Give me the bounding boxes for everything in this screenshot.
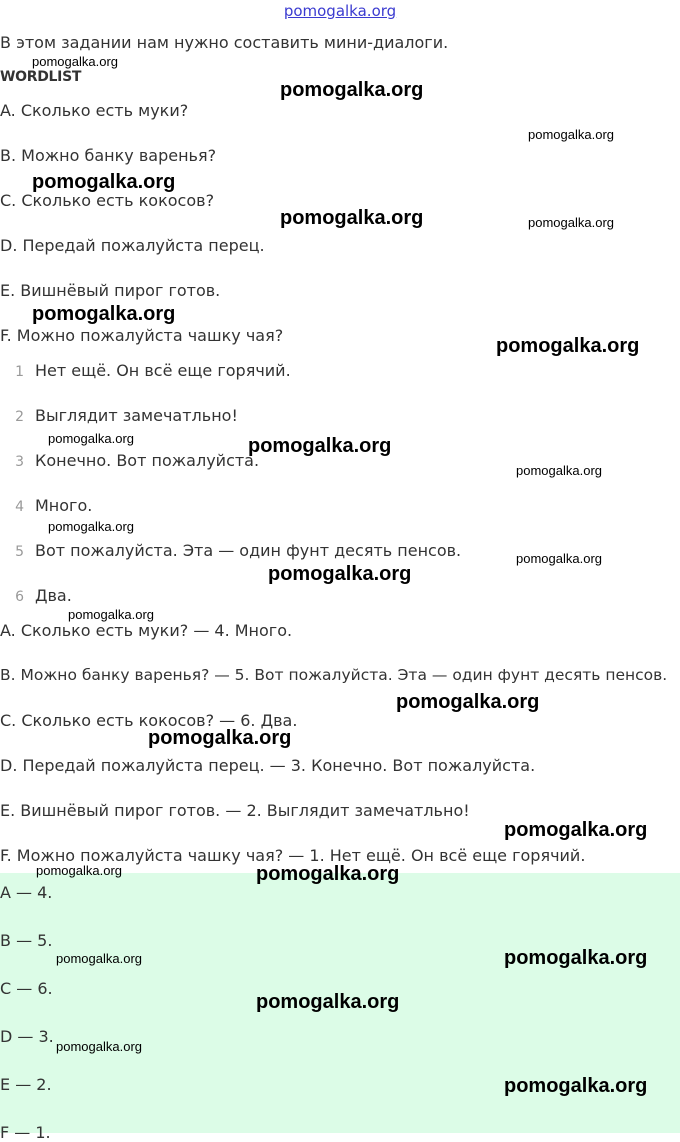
watermark: pomogalka.org: [32, 54, 118, 69]
watermark: pomogalka.org: [516, 551, 602, 566]
response-item: [0, 361, 291, 380]
response-item: [0, 586, 72, 605]
wordlist-heading: WORDLIST: [0, 69, 82, 85]
response-text: Конечно. Вот пожалуйста.: [35, 451, 260, 470]
watermark: pomogalka.org: [280, 207, 424, 229]
question-f: F. Можно пожалуйста чашку чая?: [0, 326, 284, 345]
response-item: [0, 406, 238, 425]
question-e: E. Вишнёвый пирог готов.: [0, 281, 221, 300]
watermark: pomogalka.org: [528, 127, 614, 142]
dialogue-f: F. Можно пожалуйста чашку чая? — 1. Нет ещё. Он всё еще горячий.: [0, 846, 586, 865]
dialogue-d: D. Передай пожалуйста перец. — 3. Конечно. Вот пожалуйста.: [0, 756, 536, 775]
watermark: pomogalka.org: [504, 947, 648, 969]
dialogue-c: C. Сколько есть кокосов? — 6. Два.: [0, 711, 298, 730]
answer-pair: C — 6.: [0, 979, 53, 998]
response-item: [0, 496, 92, 515]
watermark: pomogalka.org: [32, 303, 176, 325]
answer-pair: B — 5.: [0, 931, 53, 950]
response-text: Нет ещё. Он всё еще горячий.: [35, 361, 291, 380]
response-number: 6: [15, 589, 24, 605]
site-link[interactable]: pomogalka.org: [283, 2, 397, 20]
question-a: A. Сколько есть муки?: [0, 101, 189, 120]
watermark: pomogalka.org: [32, 171, 176, 193]
intro-text: В этом задании нам нужно составить мини-диалоги.: [0, 33, 449, 52]
question-d: D. Передай пожалуйста перец.: [0, 236, 265, 255]
watermark: pomogalka.org: [56, 951, 142, 966]
response-text: Выглядит замечатльно!: [35, 406, 238, 425]
response-number: 3: [15, 454, 24, 470]
watermark: pomogalka.org: [504, 819, 648, 841]
answer-pair: D — 3.: [0, 1027, 54, 1046]
watermark: pomogalka.org: [528, 215, 614, 230]
answer-pair: E — 2.: [0, 1075, 52, 1094]
response-number: 5: [15, 544, 24, 560]
response-number: 4: [15, 499, 24, 515]
response-text: Два.: [35, 586, 72, 605]
response-item: [0, 451, 259, 470]
watermark: pomogalka.org: [504, 1075, 648, 1097]
watermark: pomogalka.org: [496, 335, 640, 357]
response-text: Много.: [35, 496, 93, 515]
watermark: pomogalka.org: [56, 1039, 142, 1054]
watermark: pomogalka.org: [256, 991, 400, 1013]
question-b: B. Можно банку варенья?: [0, 146, 217, 165]
watermark: pomogalka.org: [248, 435, 392, 457]
watermark: pomogalka.org: [48, 519, 134, 534]
watermark: pomogalka.org: [516, 463, 602, 478]
watermark: pomogalka.org: [36, 863, 122, 878]
watermark: pomogalka.org: [48, 431, 134, 446]
dialogue-a: A. Сколько есть муки? — 4. Много.: [0, 621, 293, 640]
watermark: pomogalka.org: [68, 607, 154, 622]
response-number: 1: [15, 364, 24, 380]
watermark: pomogalka.org: [280, 79, 424, 101]
dialogue-e: E. Вишнёвый пирог готов. — 2. Выглядит замечатльно!: [0, 801, 470, 820]
answer-pair: A — 4.: [0, 883, 53, 902]
response-number: 2: [15, 409, 24, 425]
dialogue-b: B. Можно банку варенья? — 5. Вот пожалуйста. Эта — один фунт десять пенсов.: [0, 666, 668, 684]
question-c: C. Сколько есть кокосов?: [0, 191, 215, 210]
response-text: Вот пожалуйста. Эта — один фунт десять пенсов.: [35, 541, 462, 560]
answer-pair: F — 1.: [0, 1123, 51, 1142]
watermark: pomogalka.org: [396, 691, 540, 713]
watermark: pomogalka.org: [148, 727, 292, 749]
watermark: pomogalka.org: [256, 863, 400, 885]
watermark: pomogalka.org: [268, 563, 412, 585]
response-item: [0, 541, 461, 560]
